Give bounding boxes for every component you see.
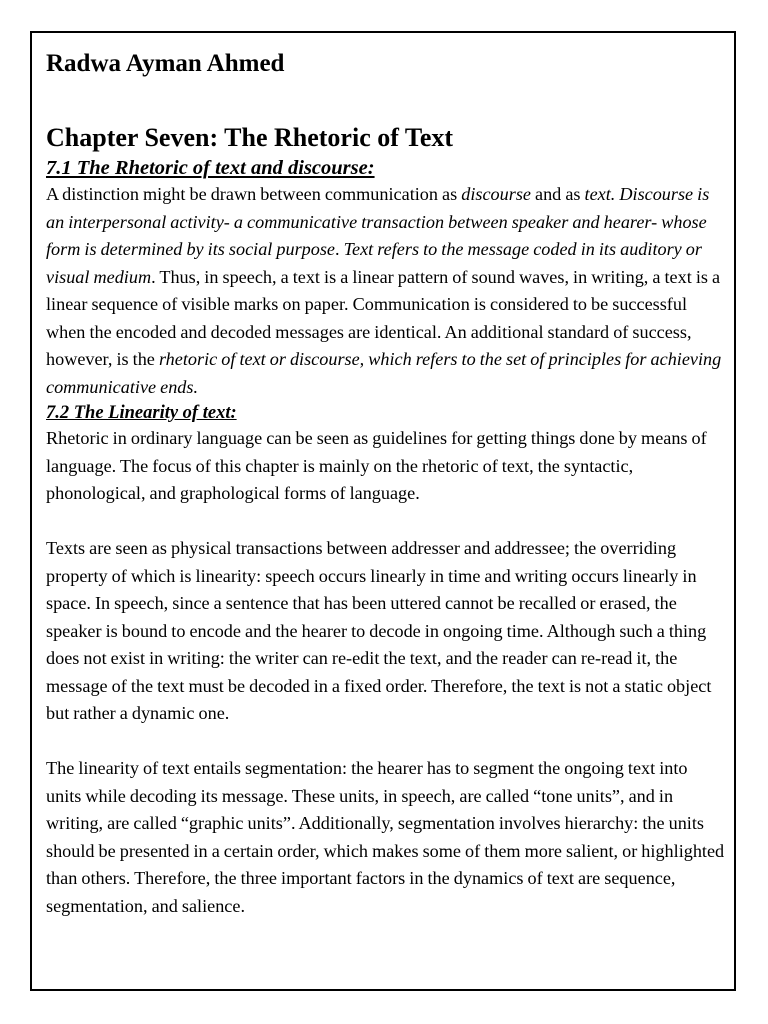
text-run: The linearity of text entails segmentation: the hearer has to segment the ongoing text into units while decoding its message. These units, in speech, are called “tone units”, and in writing, are called “graphic units”. Additionally, segmentation involves hierarchy: the units should be presented in a certain order, which makes some of them more salient, or highlighted than others. Therefore, the three important factors in the dynamics of text are sequence, segmentation, and salience.: [46, 758, 725, 916]
document-body: [46, 45, 726, 920]
paragraph-gap: [46, 508, 726, 536]
italic-text-run: Text refers to the message coded in its auditory or visual medium: [46, 239, 702, 287]
section-7-2: [46, 401, 726, 920]
section-7-1: [46, 155, 726, 401]
author-name: Radwa Ayman Ahmed: [46, 50, 285, 77]
text-run: . Thus, in speech, a text is a linear pattern of sound waves, in writing, a text is a linear sequence of visible marks on paper. Communication is considered to be successful when the encoded and decoded messages are identical. An additional standard of success, however, is the: [46, 266, 721, 369]
italic-text-run: text. Discourse is an interpersonal activity- a communicative transaction between speaker and hearer- whose form is determined by its social purpose: [46, 184, 710, 259]
italic-text-run: rhetoric of text or discourse, which refers to the set of principles for achieving communicative ends.: [46, 349, 722, 397]
paragraph-gap: [46, 728, 726, 756]
text-run: and as: [530, 184, 585, 204]
text-run: A distinction might be drawn between communication as: [46, 184, 462, 204]
chapter-title: Chapter Seven: The Rhetoric of Text: [46, 123, 454, 152]
paragraph: [46, 755, 726, 920]
italic-text-run: discourse: [461, 184, 531, 204]
text-run: Texts are seen as physical transactions between addresser and addressee; the overriding property of which is linearity: speech occurs linearly in time and writing occurs linearly in space. In speech, since a sentence that has been uttered cannot be recalled or erased, the speaker is bound to encode and the hearer to decode in ongoing time. Although such a thing does not exist in writing: the writer can re-edit the text, and the reader can re-read it, the message of the text must be decoded in a fixed order. Therefore, the text is not a static object but rather a dynamic one.: [46, 538, 712, 723]
text-run: Rhetoric in ordinary language can be seen as guidelines for getting things done by means of language. The focus of this chapter is mainly on the rhetoric of text, the syntactic, phonological, and graphological forms of language.: [46, 428, 707, 503]
paragraph: [46, 181, 726, 401]
paragraph: [46, 425, 726, 508]
text-run: .: [335, 239, 344, 259]
section-heading: 7.1 The Rhetoric of text and discourse:: [46, 157, 375, 179]
section-heading: 7.2 The Linearity of text:: [46, 403, 237, 423]
paragraph: [46, 535, 726, 728]
